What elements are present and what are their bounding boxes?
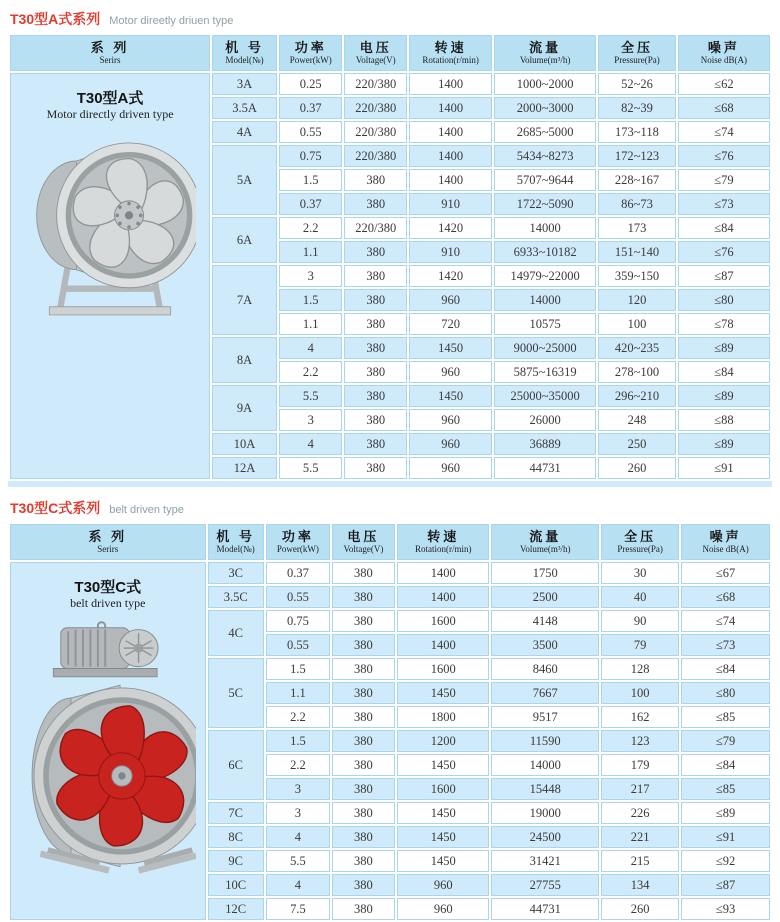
data-cell: ≤89 (681, 802, 770, 824)
data-cell: ≤84 (681, 658, 770, 680)
data-cell: 134 (601, 874, 679, 896)
data-cell: 380 (332, 634, 395, 656)
table-header (10, 524, 770, 560)
data-cell: ≤84 (678, 361, 770, 383)
model-cell: 9A (212, 385, 277, 431)
data-cell: 215 (601, 850, 679, 872)
column-header (332, 524, 395, 560)
data-cell: ≤76 (678, 145, 770, 167)
data-cell: 380 (332, 730, 395, 752)
data-cell: 24500 (491, 826, 599, 848)
column-header-zh: 噪声 (707, 40, 740, 55)
data-cell: 1.1 (279, 313, 342, 335)
data-cell: 1450 (397, 754, 489, 776)
data-cell: 3 (266, 802, 330, 824)
data-cell: 9000~25000 (494, 337, 596, 359)
data-cell: 1600 (397, 610, 489, 632)
data-cell: 380 (332, 586, 395, 608)
data-cell: ≤68 (678, 97, 770, 119)
data-cell: 2.2 (279, 361, 342, 383)
data-cell: 44731 (491, 898, 599, 920)
data-cell: 380 (344, 361, 407, 383)
column-header-zh: 全压 (620, 40, 653, 55)
data-cell: 420~235 (598, 337, 676, 359)
data-cell: 960 (409, 361, 492, 383)
data-cell: 1.5 (279, 169, 342, 191)
data-cell: 1450 (409, 385, 492, 407)
data-cell: 1450 (397, 826, 489, 848)
data-cell: 960 (397, 898, 489, 920)
model-cell: 3.5A (212, 97, 277, 119)
data-cell: ≤80 (681, 682, 770, 704)
data-cell: 1000~2000 (494, 73, 596, 95)
data-cell: 36889 (494, 433, 596, 455)
data-cell: 2685~5000 (494, 121, 596, 143)
data-cell: 19000 (491, 802, 599, 824)
spec-table-c (8, 522, 772, 922)
data-cell: 3 (279, 265, 342, 287)
model-cell: 7C (208, 802, 264, 824)
data-cell: 14000 (491, 754, 599, 776)
data-cell: 14000 (494, 289, 596, 311)
data-cell: ≤85 (681, 706, 770, 728)
data-cell: ≤85 (681, 778, 770, 800)
data-cell: ≤80 (678, 289, 770, 311)
data-cell: 1400 (409, 121, 492, 143)
data-cell: 380 (332, 706, 395, 728)
data-cell: 10575 (494, 313, 596, 335)
table-c-title-zh: T30型C式系列 (10, 500, 101, 516)
data-cell: 0.55 (266, 634, 330, 656)
data-cell: 173 (598, 217, 676, 239)
data-cell: 3 (266, 778, 330, 800)
column-header-en: Power(kW) (289, 55, 332, 65)
data-cell: 100 (598, 313, 676, 335)
data-cell: 221 (601, 826, 679, 848)
data-cell: 179 (601, 754, 679, 776)
data-cell: 380 (344, 169, 407, 191)
data-cell: 128 (601, 658, 679, 680)
column-header (10, 524, 206, 560)
data-cell: 2000~3000 (494, 97, 596, 119)
data-cell: 79 (601, 634, 679, 656)
data-cell: ≤84 (678, 217, 770, 239)
data-cell: 0.37 (279, 193, 342, 215)
data-cell: 9517 (491, 706, 599, 728)
column-header-zh: 转速 (427, 529, 460, 544)
column-header-zh: 全压 (624, 529, 657, 544)
data-cell: 380 (344, 337, 407, 359)
model-cell: 12C (208, 898, 264, 920)
data-cell: 26000 (494, 409, 596, 431)
data-cell: 380 (332, 778, 395, 800)
data-cell: 380 (344, 265, 407, 287)
column-header (409, 35, 492, 71)
data-cell: ≤91 (681, 826, 770, 848)
data-cell: 2.2 (279, 217, 342, 239)
data-cell: 25000~35000 (494, 385, 596, 407)
data-cell: ≤68 (681, 586, 770, 608)
column-header (266, 524, 330, 560)
data-cell: 1.1 (266, 682, 330, 704)
column-header (208, 524, 264, 560)
table-header (10, 35, 770, 71)
column-header-en: Voltage(V) (343, 544, 384, 554)
data-cell: 380 (344, 457, 407, 479)
data-cell: 1450 (397, 802, 489, 824)
column-header-en: Rotation(r/min) (422, 55, 479, 65)
data-cell: 1.5 (279, 289, 342, 311)
data-cell: 0.55 (279, 121, 342, 143)
data-cell: 380 (332, 658, 395, 680)
data-cell: 4 (279, 433, 342, 455)
data-cell: 123 (601, 730, 679, 752)
model-cell: 6A (212, 217, 277, 263)
data-cell: 380 (344, 433, 407, 455)
column-header (681, 524, 770, 560)
series-info (11, 563, 205, 889)
series-subtitle: Motor directly driven type (46, 107, 174, 121)
model-cell: 10C (208, 874, 264, 896)
model-cell: 6C (208, 730, 264, 800)
model-cell: 8C (208, 826, 264, 848)
model-cell: 12A (212, 457, 277, 479)
data-cell: 6933~10182 (494, 241, 596, 263)
data-cell: 260 (601, 898, 679, 920)
data-cell: 380 (332, 850, 395, 872)
data-cell: ≤89 (678, 385, 770, 407)
model-cell: 3C (208, 562, 264, 584)
data-cell: ≤89 (678, 433, 770, 455)
column-header-zh: 流量 (529, 529, 562, 544)
data-cell: 5875~16319 (494, 361, 596, 383)
data-cell: ≤73 (681, 634, 770, 656)
data-cell: 1450 (397, 682, 489, 704)
column-header (397, 524, 489, 560)
data-cell: 5434~8273 (494, 145, 596, 167)
data-cell: 4 (266, 826, 330, 848)
data-cell: 248 (598, 409, 676, 431)
data-cell: 960 (409, 289, 492, 311)
data-cell: 1400 (409, 169, 492, 191)
column-header-zh: 功率 (294, 40, 327, 55)
series-cell (10, 73, 210, 479)
data-cell: 31421 (491, 850, 599, 872)
data-cell: 380 (332, 754, 395, 776)
data-cell: 1450 (397, 850, 489, 872)
column-header-en: Noise dB(A) (702, 544, 749, 554)
model-cell: 3.5C (208, 586, 264, 608)
table-c-title (8, 489, 772, 522)
table-body (10, 562, 770, 920)
data-cell: 250 (598, 433, 676, 455)
data-cell: 173~118 (598, 121, 676, 143)
data-cell: 960 (409, 433, 492, 455)
series-cell (10, 562, 206, 920)
column-header-en: Power(kW) (276, 544, 319, 554)
table-body (10, 73, 770, 479)
data-cell: 960 (409, 457, 492, 479)
column-header-zh: 电压 (347, 529, 380, 544)
data-cell: 380 (344, 385, 407, 407)
column-header-zh: 噪声 (709, 529, 742, 544)
data-cell: 380 (344, 409, 407, 431)
axial-fan-a-image (24, 122, 196, 334)
data-cell: 5707~9644 (494, 169, 596, 191)
data-cell: 1.1 (279, 241, 342, 263)
column-header-en: Serirs (99, 55, 121, 65)
column-header-zh: 功率 (281, 529, 314, 544)
data-cell: 0.37 (266, 562, 330, 584)
data-cell: 1.5 (266, 658, 330, 680)
data-cell: 1722~5090 (494, 193, 596, 215)
data-cell: 1400 (397, 634, 489, 656)
series-name: T30型C式 (74, 579, 142, 596)
data-cell: 2.2 (266, 754, 330, 776)
data-cell: 226 (601, 802, 679, 824)
column-header-zh: 流量 (529, 40, 562, 55)
data-cell: ≤87 (678, 265, 770, 287)
series-subtitle: belt driven type (70, 596, 146, 610)
table-a-title-zh: T30型A式系列 (10, 11, 101, 27)
data-cell: 380 (332, 826, 395, 848)
column-header-en: Voltage(V) (355, 55, 396, 65)
data-cell: 1400 (409, 73, 492, 95)
column-header-zh: 系 列 (88, 529, 128, 544)
data-cell: 7667 (491, 682, 599, 704)
column-header-en: Noise dB(A) (700, 55, 748, 65)
data-cell: 82~39 (598, 97, 676, 119)
data-cell: 1.5 (266, 730, 330, 752)
model-cell: 3A (212, 73, 277, 95)
data-cell: ≤91 (678, 457, 770, 479)
data-cell: 1800 (397, 706, 489, 728)
data-cell: ≤84 (681, 754, 770, 776)
data-cell: 260 (598, 457, 676, 479)
model-cell: 4C (208, 610, 264, 656)
data-cell: 3500 (491, 634, 599, 656)
data-cell: 228~167 (598, 169, 676, 191)
data-cell: 86~73 (598, 193, 676, 215)
column-header (678, 35, 770, 71)
data-cell: ≤92 (681, 850, 770, 872)
data-cell: 27755 (491, 874, 599, 896)
column-header-zh: 机 号 (225, 40, 264, 55)
column-header-zh: 系 列 (90, 40, 130, 55)
data-cell: 960 (397, 874, 489, 896)
column-header (344, 35, 407, 71)
data-cell: 2.2 (266, 706, 330, 728)
data-cell: 1200 (397, 730, 489, 752)
column-header-en: Serirs (97, 544, 119, 554)
data-cell: 5.5 (266, 850, 330, 872)
data-cell: 217 (601, 778, 679, 800)
data-cell: 720 (409, 313, 492, 335)
data-cell: 8460 (491, 658, 599, 680)
column-header-zh: 转速 (434, 40, 467, 55)
data-cell: 220/380 (344, 73, 407, 95)
data-cell: 380 (332, 802, 395, 824)
data-cell: 7.5 (266, 898, 330, 920)
data-cell: ≤78 (678, 313, 770, 335)
column-header-en: Model(№) (225, 55, 264, 65)
column-header (10, 35, 210, 71)
model-cell: 8A (212, 337, 277, 383)
data-cell: 15448 (491, 778, 599, 800)
table-row (10, 562, 770, 584)
series-name: T30型A式 (76, 90, 144, 107)
data-cell: ≤76 (678, 241, 770, 263)
series-info (11, 74, 209, 334)
data-cell: 910 (409, 241, 492, 263)
data-cell: 40 (601, 586, 679, 608)
data-cell: 1600 (397, 658, 489, 680)
data-cell: 11590 (491, 730, 599, 752)
data-cell: 5.5 (279, 385, 342, 407)
table-a-title-en: Motor direetly driuen type (109, 15, 234, 27)
data-cell: 1450 (409, 337, 492, 359)
data-cell: ≤74 (678, 121, 770, 143)
data-cell: 380 (332, 610, 395, 632)
data-cell: ≤87 (681, 874, 770, 896)
data-cell: 44731 (494, 457, 596, 479)
data-cell: 3 (279, 409, 342, 431)
data-cell: ≤93 (681, 898, 770, 920)
data-cell: 4148 (491, 610, 599, 632)
data-cell: 380 (344, 193, 407, 215)
data-cell: 1420 (409, 217, 492, 239)
data-cell: 0.55 (266, 586, 330, 608)
table-row (10, 73, 770, 95)
data-cell: ≤73 (678, 193, 770, 215)
table-c-title-en: belt driven type (109, 504, 184, 516)
table-a-title (8, 0, 772, 33)
data-cell: 960 (409, 409, 492, 431)
data-cell: 220/380 (344, 145, 407, 167)
data-cell: 14979~22000 (494, 265, 596, 287)
data-cell: 14000 (494, 217, 596, 239)
model-cell: 10A (212, 433, 277, 455)
column-header-en: Volume(m³/h) (519, 55, 571, 65)
data-cell: ≤79 (681, 730, 770, 752)
belt-driven-fan-c-image (20, 611, 196, 889)
model-cell: 7A (212, 265, 277, 335)
column-header-zh: 机 号 (216, 529, 256, 544)
column-header (212, 35, 277, 71)
data-cell: 220/380 (344, 97, 407, 119)
data-cell: 278~100 (598, 361, 676, 383)
header-row (10, 524, 770, 560)
data-cell: 1750 (491, 562, 599, 584)
data-cell: 380 (332, 898, 395, 920)
data-cell: 910 (409, 193, 492, 215)
data-cell: 4 (279, 337, 342, 359)
data-cell: 52~26 (598, 73, 676, 95)
column-header-en: Rotation(r/min) (414, 544, 472, 554)
data-cell: 359~150 (598, 265, 676, 287)
column-header (491, 524, 599, 560)
data-cell: 380 (344, 241, 407, 263)
column-header (601, 524, 679, 560)
data-cell: 1400 (397, 562, 489, 584)
data-cell: 0.75 (266, 610, 330, 632)
data-cell: 4 (266, 874, 330, 896)
table-c-section (8, 489, 772, 922)
column-header (598, 35, 676, 71)
model-cell: 9C (208, 850, 264, 872)
data-cell: ≤74 (681, 610, 770, 632)
data-cell: 100 (601, 682, 679, 704)
data-cell: 162 (601, 706, 679, 728)
data-cell: 120 (598, 289, 676, 311)
data-cell: 0.75 (279, 145, 342, 167)
data-cell: 1400 (409, 97, 492, 119)
data-cell: 380 (332, 682, 395, 704)
data-cell: 380 (344, 313, 407, 335)
data-cell: 220/380 (344, 217, 407, 239)
data-cell: ≤89 (678, 337, 770, 359)
data-cell: 151~140 (598, 241, 676, 263)
data-cell: ≤62 (678, 73, 770, 95)
spec-table-a (8, 33, 772, 481)
data-cell: 1420 (409, 265, 492, 287)
data-cell: 1600 (397, 778, 489, 800)
column-header-en: Model(№) (216, 544, 255, 554)
data-cell: ≤88 (678, 409, 770, 431)
data-cell: 90 (601, 610, 679, 632)
table-a-section (8, 0, 772, 487)
data-cell: 172~123 (598, 145, 676, 167)
data-cell: 380 (332, 562, 395, 584)
model-cell: 4A (212, 121, 277, 143)
data-cell: 0.37 (279, 97, 342, 119)
data-cell: 30 (601, 562, 679, 584)
data-cell: 0.25 (279, 73, 342, 95)
data-cell: 5.5 (279, 457, 342, 479)
data-cell: ≤79 (678, 169, 770, 191)
data-cell: 2500 (491, 586, 599, 608)
data-cell: 380 (344, 289, 407, 311)
model-cell: 5C (208, 658, 264, 728)
header-row (10, 35, 770, 71)
column-header-en: Volume(m³/h) (519, 544, 571, 554)
data-cell: 380 (332, 874, 395, 896)
column-header (279, 35, 342, 71)
column-header-zh: 电压 (359, 40, 392, 55)
data-cell: 1400 (397, 586, 489, 608)
data-cell: ≤67 (681, 562, 770, 584)
data-cell: 1400 (409, 145, 492, 167)
data-cell: 220/380 (344, 121, 407, 143)
column-header-en: Pressure(Pa) (614, 55, 660, 65)
data-cell: 296~210 (598, 385, 676, 407)
model-cell: 5A (212, 145, 277, 215)
column-header (494, 35, 596, 71)
column-header-en: Pressure(Pa) (617, 544, 663, 554)
